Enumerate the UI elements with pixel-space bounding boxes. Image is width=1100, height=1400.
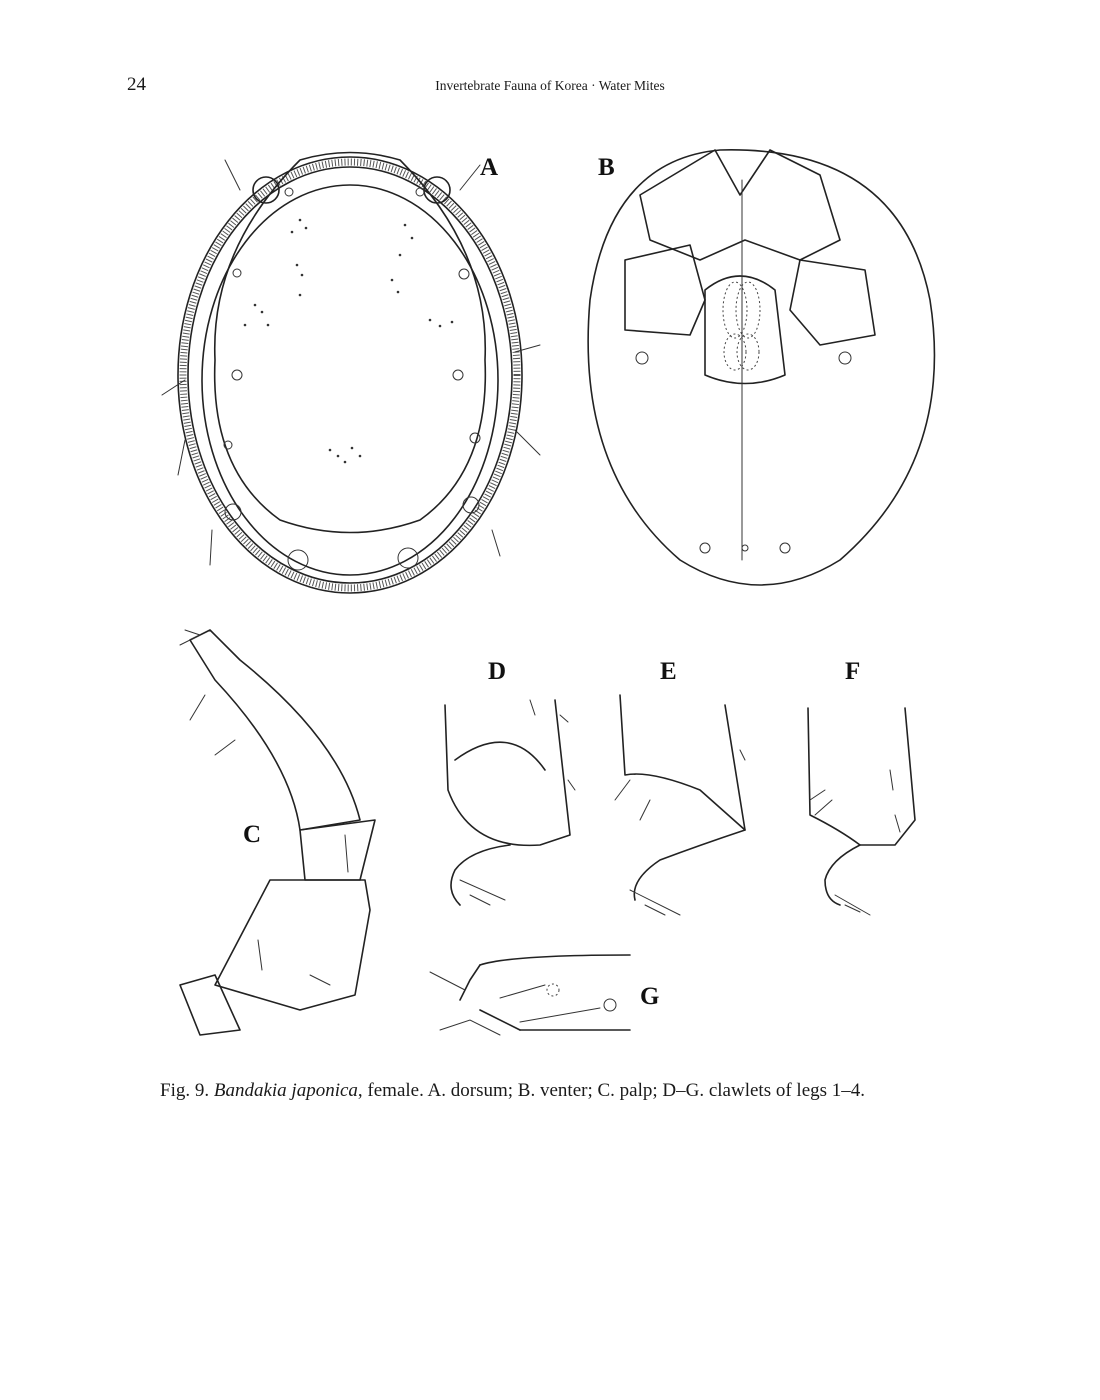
- caption-text: , female. A. dorsum; B. venter; C. palp; D–G. clawlets of legs 1–4.: [357, 1080, 866, 1101]
- panel-label-a: A: [480, 154, 499, 181]
- page-number: 24: [127, 74, 146, 95]
- panel-g-clawlet-drawing: [430, 955, 630, 1035]
- panel-c-palp-drawing: [180, 630, 375, 1035]
- panel-label-e: E: [660, 658, 677, 685]
- panel-label-c: C: [243, 821, 262, 848]
- panel-d-clawlet-drawing: [445, 700, 575, 905]
- figure-caption: [160, 1080, 980, 1102]
- caption-prefix: Fig. 9.: [160, 1080, 210, 1101]
- panel-e-clawlet-drawing: [615, 695, 745, 915]
- panel-label-g: G: [640, 983, 660, 1010]
- running-header: Invertebrate Fauna of Korea · Water Mites: [435, 78, 665, 93]
- panel-label-d: D: [488, 658, 507, 685]
- panel-label-f: F: [845, 658, 861, 685]
- panel-label-b: B: [598, 154, 615, 181]
- caption-species: Bandakia japonica: [213, 1080, 358, 1101]
- panel-a-dorsum-drawing: [162, 153, 540, 594]
- panel-b-venter-drawing: [588, 150, 934, 585]
- panel-f-clawlet-drawing: [808, 708, 915, 915]
